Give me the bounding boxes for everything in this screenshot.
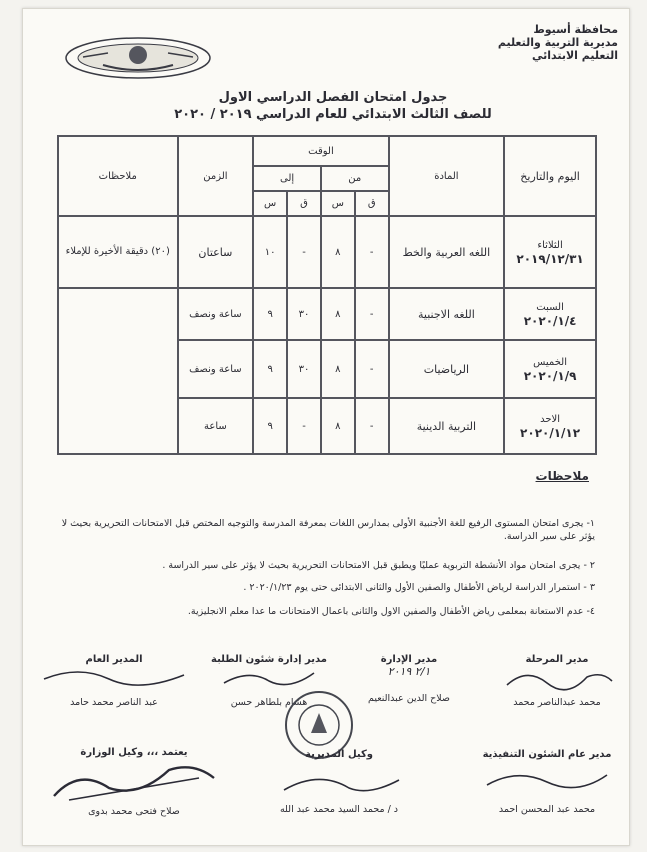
date-label: ٢٠٢٠/١/٩ <box>523 368 577 383</box>
notes-cell: (٢٠) دقيقة الأخيرة للإملاء <box>58 216 178 288</box>
handwritten-signature-icon <box>39 665 189 693</box>
header-from-q: ق <box>355 191 389 216</box>
header-duration: الزمن <box>178 136 254 216</box>
from-q-cell: - <box>355 288 389 340</box>
duration-cell: ساعة ونصف <box>178 340 254 398</box>
signature-name: د / محمد السيد محمد عبد الله <box>279 804 399 815</box>
notes-cell-empty <box>58 288 178 454</box>
duration-cell: ساعتان <box>178 216 254 288</box>
from-s-cell: ٨ <box>321 340 355 398</box>
signature-block-deputy-director <box>269 749 409 815</box>
document-title <box>143 89 523 123</box>
handwritten-signature-icon <box>209 665 329 693</box>
day-label: الثلاثاء <box>537 239 563 251</box>
handwritten-signature-icon <box>477 760 617 800</box>
to-q-cell: - <box>287 398 321 454</box>
exam-schedule-document <box>22 8 630 846</box>
signature-block-general-director <box>39 654 189 708</box>
day-date-cell <box>504 216 596 288</box>
signature-name: محمد عبدالناصر محمد <box>513 697 601 708</box>
to-s-cell: ٩ <box>253 398 287 454</box>
header-to-q: ق <box>287 191 321 216</box>
document-header <box>418 23 618 62</box>
note-item-2: ٢ - يجرى امتحان مواد الأنشطة التربوية عمليًا ويطبق قبل الامتحانات التحريرية بحيث لا يؤثر على سير الدراسة . <box>162 560 595 571</box>
handwritten-signature-icon <box>497 665 617 693</box>
from-s-cell: ٨ <box>321 288 355 340</box>
to-q-cell: - <box>287 216 321 288</box>
title-line-1: جدول امتحان الفصل الدراسي الاول <box>218 90 448 105</box>
header-to-s: س <box>253 191 287 216</box>
header-from-s: س <box>321 191 355 216</box>
subject-cell: التربية الدينية <box>389 398 505 454</box>
handwritten-signature-icon <box>269 760 409 800</box>
signature-title: المدير العام <box>85 654 143 665</box>
signature-title: يعتمد ،،، وكيل الوزارة <box>80 747 188 758</box>
duration-cell: ساعة <box>178 398 254 454</box>
to-q-cell: ٣٠ <box>287 340 321 398</box>
day-date-cell <box>504 340 596 398</box>
handwritten-signature-icon <box>49 758 219 802</box>
day-label: السبت <box>536 301 564 313</box>
header-day-date: اليوم والتاريخ <box>504 136 596 216</box>
signature-block-executive-affairs <box>477 749 617 815</box>
signature-block-admin-director <box>349 654 469 704</box>
table-row <box>58 288 596 340</box>
notes-heading: ملاحظات <box>535 469 589 483</box>
ministry-logo-icon <box>63 35 213 81</box>
department-name: التعليم الابتدائي <box>531 49 618 62</box>
subject-cell: اللغه العربية والخط <box>389 216 505 288</box>
to-s-cell: ٩ <box>253 288 287 340</box>
header-subject: المادة <box>389 136 505 216</box>
signature-name: محمد عبد المحسن احمد <box>498 804 596 815</box>
governorate-name: محافظة أسيوط <box>533 23 618 36</box>
from-s-cell: ٨ <box>321 216 355 288</box>
note-item-1: ١- يجرى امتحان المستوى الرفيع للغة الأجنبية الأولى بمدارس اللغات بمعرفة المدرسة والتوجيه المختص قبل الامتحانات التحريرية بحيث لا يؤثر على سير الدراسة. <box>61 518 595 542</box>
to-s-cell: ١٠ <box>253 216 287 288</box>
signature-title: مدير المرحلة <box>525 654 589 665</box>
day-label: الاحد <box>540 413 561 425</box>
note-item-3: ٣ - استمرار الدراسة لرياض الأطفال والصفين الأول والثانى الابتدائى حتى يوم ٢٠٢٠/١/٢٣ . <box>243 582 595 593</box>
day-date-cell <box>504 398 596 454</box>
signature-title: وكيل المديرية <box>305 749 373 760</box>
signature-block-ministry-undersecretary <box>49 747 219 817</box>
duration-cell: ساعة ونصف <box>178 288 254 340</box>
signature-block-stage-director <box>497 654 617 708</box>
signature-title: مدير إدارة شئون الطلبة <box>211 654 327 665</box>
day-date-cell <box>504 288 596 340</box>
signature-name: صلاح فتحى محمد بدوى <box>88 806 180 817</box>
signature-name: هشام بلطاهر حسن <box>230 697 308 708</box>
signature-title: مدير عام الشئون التنفيذية <box>482 749 612 760</box>
directorate-name: مديرية التربية والتعليم <box>497 36 618 49</box>
from-s-cell: ٨ <box>321 398 355 454</box>
header-from: من <box>321 166 389 191</box>
from-q-cell: - <box>355 216 389 288</box>
handwritten-date: ٢/١ ٢٠١٩ <box>387 665 431 678</box>
table-row <box>58 216 596 288</box>
subject-cell: الرياضيات <box>389 340 505 398</box>
date-label: ٢٠٢٠/١/٤ <box>523 313 577 328</box>
signature-name: عبد الناصر محمد حامد <box>70 697 158 708</box>
to-s-cell: ٩ <box>253 340 287 398</box>
header-time: الوقت <box>253 136 388 166</box>
from-q-cell: - <box>355 398 389 454</box>
day-label: الخميس <box>533 356 567 368</box>
title-line-2: للصف الثالث الابتدائي للعام الدراسي ٢٠١٩ / ٢٠٢٠ <box>174 107 492 122</box>
header-notes: ملاحظات <box>58 136 178 216</box>
header-to: إلى <box>253 166 321 191</box>
exam-schedule-table <box>57 135 597 455</box>
to-q-cell: ٣٠ <box>287 288 321 340</box>
from-q-cell: - <box>355 340 389 398</box>
signature-name: صلاح الدين عبدالنعيم <box>368 693 450 704</box>
subject-cell: اللغه الاجنبية <box>389 288 505 340</box>
note-item-4: ٤- عدم الاستعانة بمعلمى رياض الأطفال والصفين الاول والثانى باعمال الامتحانات ما عدا معلم الانجليزية. <box>187 606 595 617</box>
signature-title: مدير الإدارة <box>380 654 438 665</box>
date-label: ٢٠٢٠/١/١٢ <box>520 425 581 440</box>
date-label: ٢٠١٩/١٢/٣١ <box>516 251 584 266</box>
